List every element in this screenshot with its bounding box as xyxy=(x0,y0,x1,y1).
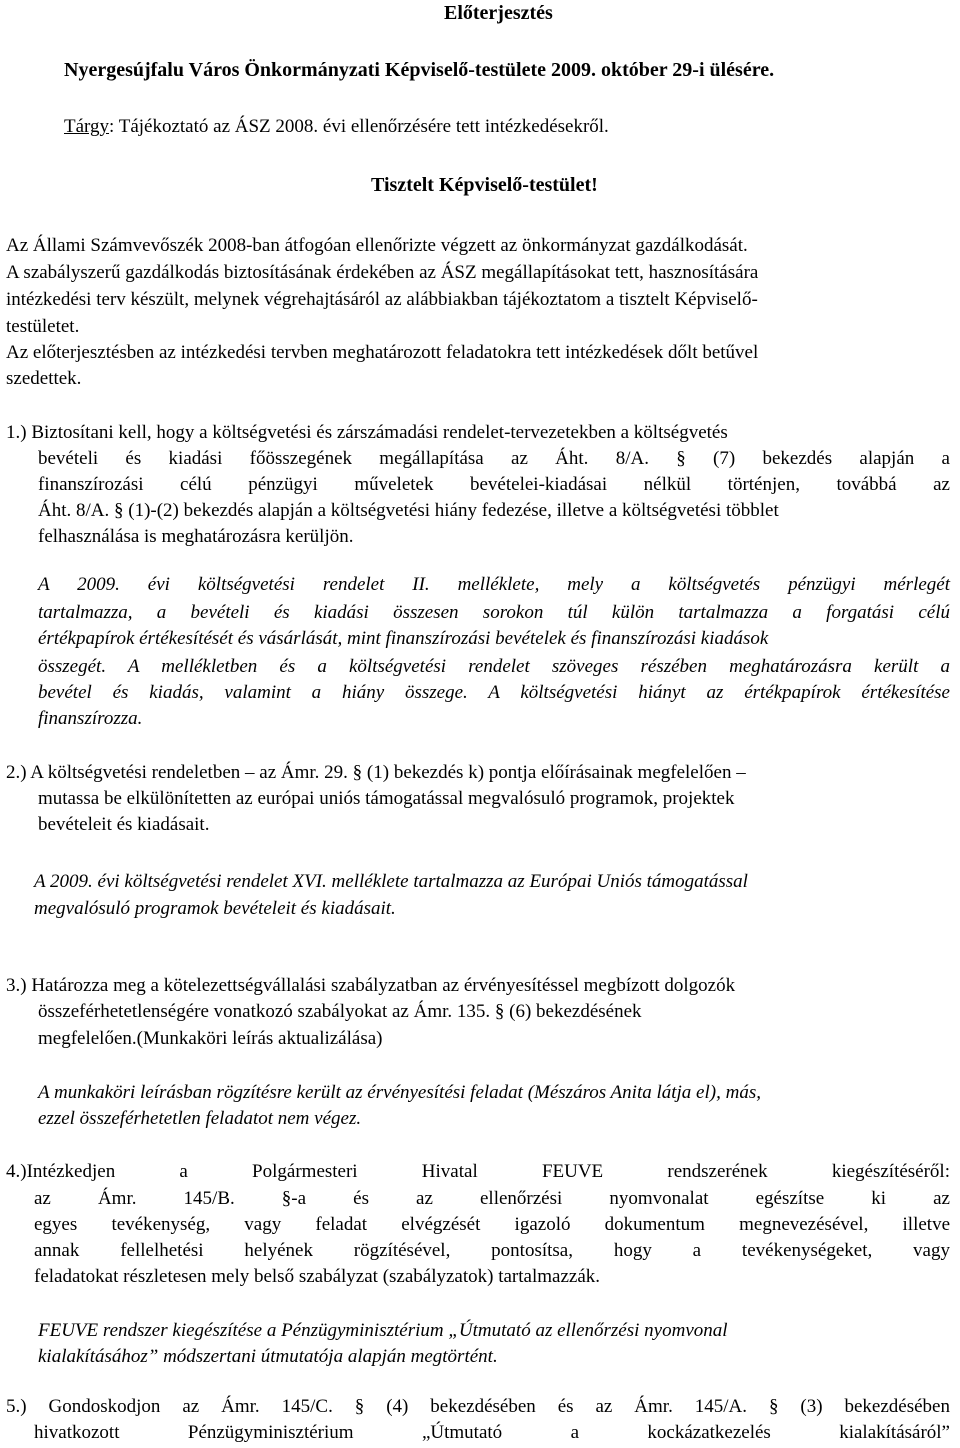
subject-text: : Tájékoztató az ÁSZ 2008. évi ellenőrzésére tett intézkedésekről. xyxy=(109,116,609,137)
document-subtitle: Nyergesújfalu Város Önkormányzati Képviselő-testülete 2009. október 29-i ülésére. xyxy=(64,59,775,81)
intro-line: testületet. xyxy=(6,316,80,337)
item-4-text: 4.)Intézkedjen a Polgármesteri Hivatal FEUVE rendszerének kiegészítéséről: xyxy=(6,1161,950,1182)
intro-line: intézkedési terv készült, melynek végrehajtásáról az alábbiakban tájékoztatom a tisztelt Képviselő- xyxy=(6,289,758,310)
item-1-text: finanszírozási célú pénzügyi műveletek bevételei-kiadásai nélkül történjen, továbbá az xyxy=(38,474,950,495)
item-2-response: A 2009. évi költségvetési rendelet XVI. melléklete tartalmazza az Európai Uniós támogatással xyxy=(34,871,748,892)
item-4-text: az Ámr. 145/B. §-a és az ellenőrzési nyomvonalat egészítse ki az xyxy=(34,1188,950,1209)
intro-line: Az Állami Számvevőszék 2008-ban átfogóan ellenőrizte végzett az önkormányzat gazdálkodását. xyxy=(6,235,748,256)
item-1-text: felhasználása is meghatározásra kerüljön. xyxy=(38,526,354,547)
item-4-text: feladatokat részletesen mely belső szabályzat (szabályzatok) tartalmazzák. xyxy=(34,1266,601,1287)
intro-line: Az előterjesztésben az intézkedési tervben meghatározott feladatokra tett intézkedések dőlt betűvel xyxy=(6,342,759,363)
item-2-response: megvalósuló programok bevételeit és kiadásait. xyxy=(34,898,396,919)
intro-line: szedettek. xyxy=(6,368,82,389)
item-1-response: A 2009. évi költségvetési rendelet II. melléklete, mely a költségvetés pénzügyi mérlegét xyxy=(38,574,950,595)
item-4-text: annak fellelhetési helyének rögzítésével, pontosítsa, hogy a tevékenységeket, vagy xyxy=(34,1240,950,1261)
salutation: Tisztelt Képviselő-testület! xyxy=(371,174,598,196)
subject-line xyxy=(64,114,609,140)
item-2-text: 2.) A költségvetési rendeletben – az Ámr. 29. § (1) bekezdés k) pontja előírásainak megfelelően – xyxy=(6,762,746,783)
item-2-text: mutassa be elkülönítetten az európai uniós támogatással megvalósuló programok, projektek xyxy=(38,788,735,809)
item-3-response: ezzel összeférhetetlen feladatot nem végez. xyxy=(38,1108,362,1129)
item-1-response: tartalmazza, a bevételi és kiadási összesen sorokon túl külön tartalmazza a forgatási célú xyxy=(38,602,950,623)
item-1-response: összegét. A mellékletben és a költségvetési rendelet szöveges részében meghatározásra került a xyxy=(38,656,950,677)
item-3-text: megfelelően.(Munkaköri leírás aktualizálása) xyxy=(38,1028,383,1049)
item-1-response: finanszírozza. xyxy=(38,708,143,729)
item-3-response: A munkaköri leírásban rögzítésre került az érvényesítési feladat (Mészáros Anita látja el), más, xyxy=(38,1082,761,1103)
item-1-text: 1.) Biztosítani kell, hogy a költségvetési és zárszámadási rendelet-tervezetekben a költségvetés xyxy=(6,422,728,443)
item-4-text: egyes tevékenység, vagy feladat elvégzését igazoló dokumentum megnevezésével, illetve xyxy=(34,1214,950,1235)
intro-line: A szabályszerű gazdálkodás biztosításának érdekében az ÁSZ megállapításokat tett, hasznosítására xyxy=(6,262,759,283)
document-title: Előterjesztés xyxy=(444,2,553,24)
item-4-response: FEUVE rendszer kiegészítése a Pénzügyminisztérium „Útmutató az ellenőrzési nyomvonal xyxy=(38,1320,728,1341)
item-5-text: hivatkozott Pénzügyminisztérium „Útmutató a kockázatkezelés kialakításáról” xyxy=(34,1422,950,1443)
item-1-response: értékpapírok értékesítését és vásárlását, mint finanszírozási bevételek és finanszírozási kiadások xyxy=(38,628,769,649)
item-3-text: összeférhetetlenségére vonatkozó szabályokat az Ámr. 135. § (6) bekezdésének xyxy=(38,1001,642,1022)
subject-label: Tárgy xyxy=(64,116,110,137)
item-5-text: 5.) Gondoskodjon az Ámr. 145/C. § (4) bekezdésében és az Ámr. 145/A. § (3) bekezdésében xyxy=(6,1396,950,1417)
item-3-text: 3.) Határozza meg a kötelezettségvállalási szabályzatban az érvényesítéssel megbízott dolgozók xyxy=(6,975,736,996)
item-2-text: bevételeit és kiadásait. xyxy=(38,814,210,835)
item-1-text: bevételi és kiadási főösszegének megállapítása az Áht. 8/A. § (7) bekezdés alapján a xyxy=(38,448,950,469)
item-1-text: Áht. 8/A. § (1)-(2) bekezdés alapján a költségvetési hiány fedezése, illetve a költségvetési többlet xyxy=(38,500,779,521)
item-1-response: bevétel és kiadás, valamint a hiány összege. A költségvetési hiányt az értékpapírok értékesítése xyxy=(38,682,950,703)
item-4-response: kialakításához” módszertani útmutatója alapján megtörtént. xyxy=(38,1346,498,1367)
